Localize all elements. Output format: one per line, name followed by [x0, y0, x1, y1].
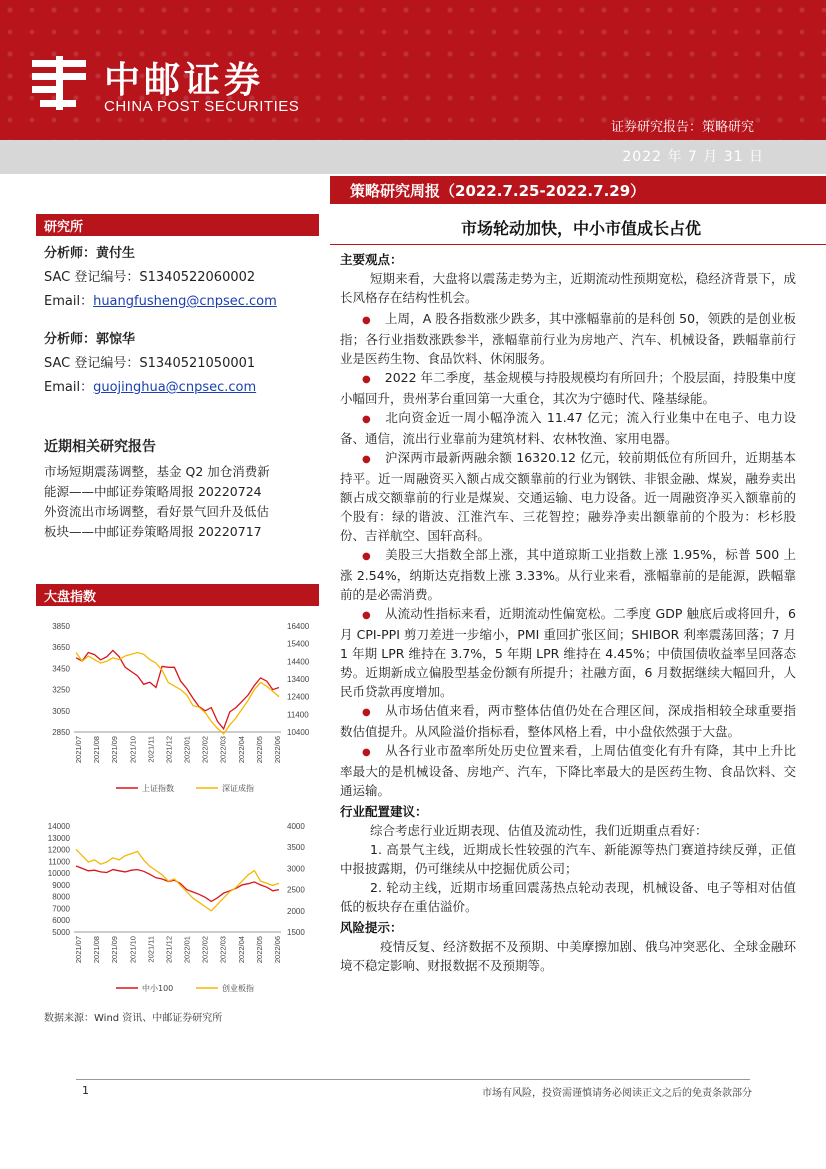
bullet-item — [340, 309, 796, 368]
related-report-line[interactable]: 外资流出市场调整，看好景气回升及低估 — [44, 504, 270, 519]
bullet-icon: ● — [362, 454, 371, 465]
y-left-tick-label: 3050 — [52, 706, 70, 716]
series-line-0 — [76, 650, 279, 728]
footer-disclaimer: 市场有风险，投资需谨慎请务必阅读正文之后的免责条款部分 — [482, 1088, 752, 1099]
y-right-tick-label: 4000 — [287, 822, 305, 831]
report-date: 2022 年 7 月 31 日 — [622, 149, 764, 165]
x-tick-label: 2021/07 — [74, 936, 83, 964]
views-intro — [340, 269, 796, 307]
risk-text-body: 疫情反复、经济数据不及预期、中美摩擦加剧、俄乌冲突恶化、全球金融环境不稳定影响、财报数据不及预期等。 — [340, 939, 796, 973]
email-link[interactable]: guojinghua@cnpsec.com — [93, 380, 257, 395]
page-number: 1 — [82, 1084, 89, 1097]
allocation-intro — [340, 821, 796, 840]
x-tick-label: 2021/08 — [92, 936, 102, 964]
institute-label: 研究所 — [44, 220, 84, 235]
bullet-text: 美股三大指数全部上涨，其中道琼斯工业指数上涨 1.95%，标普 500 上涨 2.54%，纳斯达克指数上涨 3.33%。从行业来看，涨幅靠前的是能源，跌幅靠前的是必需消费。 — [340, 547, 796, 602]
bullet-icon: ● — [362, 374, 371, 385]
legend-label: 深证成指 — [222, 784, 254, 793]
brand-name-cn: 中邮证券 — [104, 60, 265, 101]
footer-divider — [76, 1079, 750, 1080]
y-right-tick-label: 2000 — [287, 906, 305, 916]
series-line-1 — [76, 849, 279, 911]
email-link[interactable]: huangfusheng@cnpsec.com — [93, 294, 277, 309]
risk-heading: 风险提示： — [340, 920, 403, 935]
report-header — [0, 0, 826, 140]
index-label: 大盘指数 — [44, 590, 97, 605]
bullet-icon: ● — [362, 747, 372, 758]
allocation-item — [340, 878, 796, 916]
title-underline — [330, 244, 826, 245]
related-reports-title: 近期相关研究报告 — [44, 439, 156, 455]
y-right-tick-label: 15400 — [287, 639, 310, 649]
bullet-icon: ● — [362, 315, 371, 326]
y-right-tick-label: 11400 — [287, 710, 309, 720]
x-tick-label: 2022/02 — [200, 736, 210, 764]
x-tick-label: 2022/05 — [254, 736, 264, 764]
x-tick-label: 2021/08 — [92, 736, 102, 764]
x-tick-label: 2021/10 — [128, 936, 138, 964]
y-right-tick-label: 3000 — [287, 864, 305, 874]
bullet-item — [340, 545, 796, 604]
y-left-tick-label: 12000 — [47, 845, 70, 855]
y-right-tick-label: 3500 — [287, 843, 305, 853]
x-tick-label: 2021/07 — [74, 736, 83, 764]
allocation-item — [340, 840, 796, 878]
legend-label: 创业板指 — [222, 984, 254, 993]
y-right-tick-label: 10400 — [287, 728, 310, 737]
series-line-0 — [76, 866, 279, 901]
x-tick-label: 2021/11 — [146, 736, 156, 763]
bullet-item — [340, 448, 796, 545]
y-left-tick-label: 7000 — [52, 904, 70, 914]
allocation-item-text: 1. 高景气主线，近期成长性较强的汽车、新能源等热门赛道持续反弹，正值中报披露期，仍可继续从中挖掘优质公司； — [340, 842, 796, 876]
report-title: 策略研究周报（2022.7.25-2022.7.29） — [350, 182, 646, 200]
x-tick-label: 2022/02 — [200, 936, 210, 964]
x-tick-label: 2022/01 — [182, 936, 192, 964]
analyst-2-sac — [44, 352, 255, 371]
related-report-line[interactable]: 能源——中邮证券策略周报 20220724 — [44, 484, 262, 499]
bullet-text: 沪深两市最新两融余额 16320.12 亿元，较前期低位有所回升，近期基本持平。近一周融资买入额占成交额靠前的行业为钢铁、非银金融、煤炭，融券卖出额占成交额靠前的行业是煤炭、交通运输、电力设备。近一周融资净买入额靠前的个股有：绿的谐波、江淮汽车、三花智控；融券净卖出额靠前的个股为：杉杉股份、吉祥航空、国轩高科。 — [340, 450, 797, 543]
y-right-tick-label: 2500 — [287, 885, 305, 895]
bullet-text: 2022 年二季度，基金规模与持股规模均有所回升；个股层面，持股集中度小幅回升，贵州茅台重回第一大重仓，其次为宁德时代、隆基绿能。 — [340, 370, 796, 406]
sac-label: SAC 登记编号： — [44, 270, 140, 285]
y-right-tick-label: 14400 — [287, 657, 310, 667]
analyst-1-name: 分析师：黄付生 — [44, 246, 136, 261]
x-tick-label: 2022/04 — [236, 936, 246, 964]
legend-label: 中小100 — [142, 984, 174, 993]
x-tick-label: 2021/12 — [164, 736, 174, 764]
x-tick-label: 2021/11 — [146, 936, 156, 963]
analyst-2-name: 分析师：郭惊华 — [44, 332, 136, 347]
report-type: 证券研究报告：策略研究 — [610, 120, 754, 135]
y-left-tick-label: 3850 — [52, 622, 70, 631]
y-right-tick-label: 13400 — [287, 675, 310, 684]
analyst-2-email — [44, 376, 256, 395]
bullet-icon: ● — [362, 610, 371, 621]
series-line-1 — [76, 653, 279, 734]
x-tick-label: 2021/12 — [164, 936, 174, 964]
bullet-text: 从流动性指标来看，近期流动性偏宽松。二季度 GDP 触底后或将回升，6 月 CPI-PPI 剪刀差进一步缩小，PMI 重回扩张区间；SHIBOR 利率震荡回落；7 月 1 年期 LPR 维持在 3.7%，5 年期 LPR 维持在 4.45%；中债国债收益率呈回落态势。近期新成立偏股型基金份额有所提升；社融方面，6 月数据继续大幅回升，人民币贷款再度增加。 — [340, 606, 796, 699]
y-left-tick-label: 10000 — [47, 869, 70, 879]
y-right-tick-label: 16400 — [287, 622, 310, 631]
email-label: Email： — [44, 294, 94, 309]
analyst-1-sac — [44, 266, 255, 285]
x-tick-label: 2022/04 — [236, 736, 246, 764]
bullet-item — [340, 741, 796, 800]
y-left-tick-label: 9000 — [52, 880, 70, 890]
x-tick-label: 2022/03 — [218, 936, 228, 964]
email-label: Email： — [44, 380, 94, 395]
x-tick-label: 2021/10 — [128, 736, 138, 764]
chart-sh-sz — [36, 612, 319, 802]
bullet-text: 上周，A 股各指数涨少跌多，其中涨幅靠前的是科创 50，领跌的是创业板指；各行业指数涨跌参半，涨幅靠前行业为房地产、汽车、机械设备，跌幅靠前行业是医药生物、食品饮料、休闲服务。 — [340, 311, 796, 366]
y-left-tick-label: 6000 — [52, 916, 70, 926]
sac-number: S1340521050001 — [139, 356, 256, 371]
bullet-icon: ● — [362, 707, 372, 718]
analyst-1-email — [44, 290, 277, 309]
y-left-tick-label: 3450 — [52, 664, 70, 674]
bullet-icon: ● — [362, 551, 372, 562]
related-report-line[interactable]: 板块——中邮证券策略周报 20220717 — [44, 524, 262, 539]
y-left-tick-label: 2850 — [52, 728, 70, 737]
x-tick-label: 2022/06 — [273, 936, 282, 964]
bullet-text: 北向资金近一周小幅净流入 11.47 亿元；流入行业集中在电子、电力设备、通信，流出行业靠前为建筑材料、农林牧渔、家用电器。 — [340, 410, 796, 446]
y-left-tick-label: 3250 — [52, 685, 70, 695]
sac-number: S1340522060002 — [139, 270, 256, 285]
bullet-item — [340, 701, 796, 741]
x-tick-label: 2022/06 — [273, 736, 282, 764]
chart-svg-sme-gem — [36, 812, 319, 1002]
x-tick-label: 2022/01 — [182, 736, 192, 764]
allocation-intro-text: 综合考虑行业近期表现、估值及流动性，我们近期重点看好： — [370, 823, 708, 838]
risk-text — [340, 937, 796, 975]
allocation-item-text: 2. 轮动主线，近期市场重回震荡热点轮动表现，机械设备、电子等相对估值低的板块存在重估溢价。 — [340, 880, 796, 914]
y-right-tick-label: 12400 — [287, 692, 310, 702]
chart-svg-sh-sz — [36, 612, 319, 802]
y-left-tick-label: 3650 — [52, 643, 70, 653]
intro-text: 短期来看，大盘将以震荡走势为主，近期流动性预期宽松，稳经济背景下，成长风格存在结构性机会。 — [340, 271, 796, 305]
index-bar — [36, 584, 319, 606]
chart-sme-gem — [36, 812, 319, 1002]
main-title: 市场轮动加快，中小市值成长占优 — [460, 219, 701, 238]
bullet-item — [340, 368, 796, 408]
institute-bar — [36, 214, 319, 236]
x-tick-label: 2022/03 — [218, 736, 228, 764]
data-source: 数据来源：Wind 资讯、中邮证券研究所 — [44, 1013, 223, 1024]
bullet-text: 从市场估值来看，两市整体估值仍处在合理区间，深成指相较全球重要指数估值提升。从风险溢价指标看，整体风格上看，中小盘依然强于大盘。 — [340, 703, 796, 739]
x-tick-label: 2021/09 — [110, 936, 120, 964]
main-views — [340, 250, 796, 975]
sac-label: SAC 登记编号： — [44, 356, 140, 371]
y-left-tick-label: 14000 — [47, 822, 70, 831]
x-tick-label: 2021/09 — [110, 736, 120, 764]
bullet-item — [340, 408, 796, 448]
x-tick-label: 2022/05 — [254, 936, 264, 964]
brand-name-en: CHINA POST SECURITIES — [104, 98, 300, 115]
bullet-icon: ● — [362, 414, 372, 425]
related-report-line[interactable]: 市场短期震荡调整，基金 Q2 加仓消费新 — [44, 464, 270, 479]
legend-label: 上证指数 — [142, 784, 174, 793]
y-left-tick-label: 5000 — [52, 928, 70, 937]
views-heading: 主要观点： — [340, 252, 403, 267]
y-left-tick-label: 11000 — [48, 857, 70, 867]
china-post-logo-icon — [26, 50, 92, 116]
y-left-tick-label: 13000 — [47, 833, 70, 843]
y-right-tick-label: 1500 — [287, 928, 305, 937]
bullet-item — [340, 604, 796, 701]
allocation-heading: 行业配置建议： — [340, 804, 428, 819]
bullet-text: 从各行业市盈率所处历史位置来看，上周估值变化有升有降，其中上升比率最大的是机械设备、房地产、汽车，下降比率最大的是医药生物、食品饮料、交通运输。 — [340, 743, 796, 798]
y-left-tick-label: 8000 — [52, 892, 70, 902]
